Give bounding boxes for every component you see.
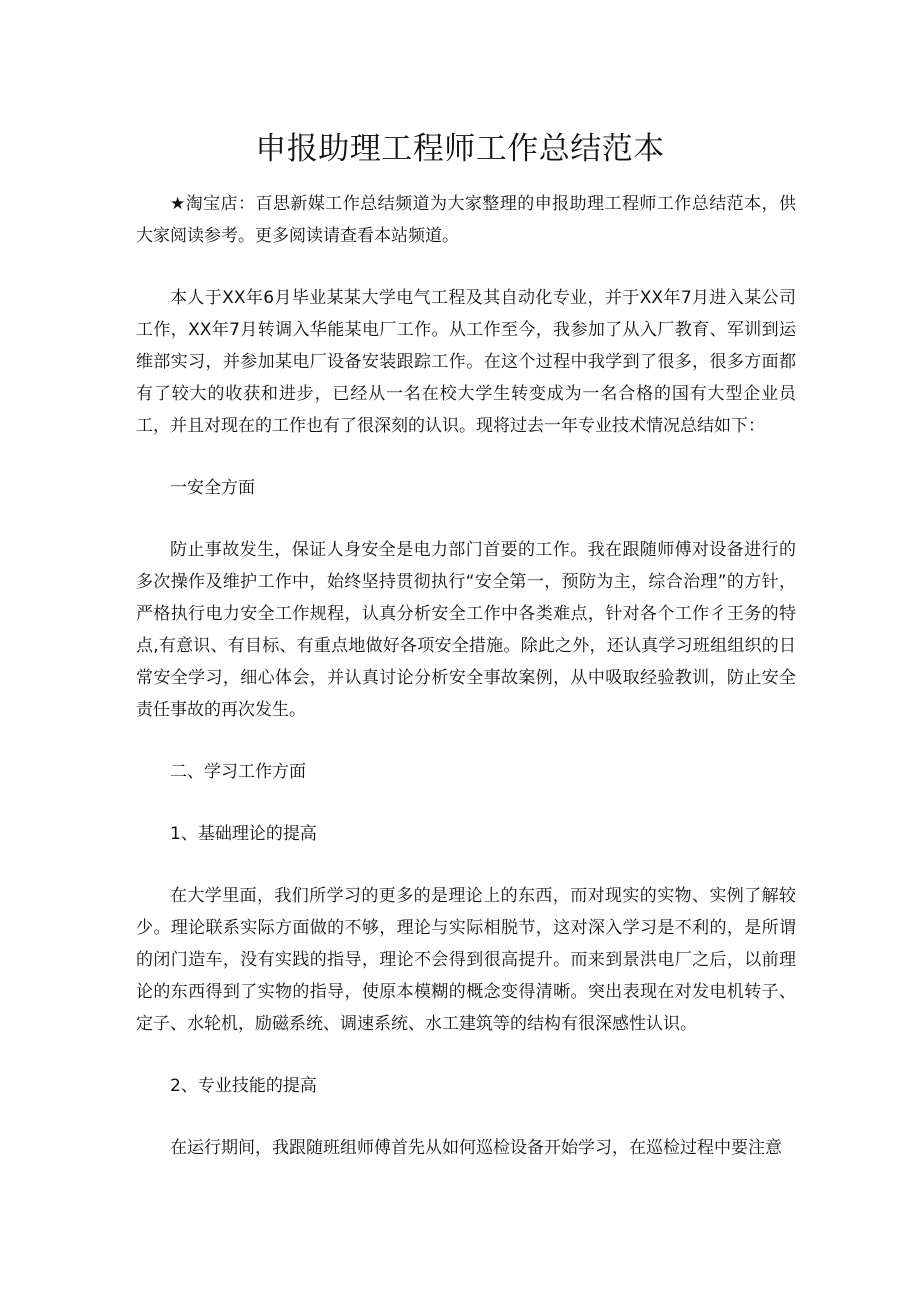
paragraph-gap xyxy=(136,504,796,534)
intro-paragraph: ★淘宝店：百思新媒工作总结频道为大家整理的申报助理工程师工作总结范本，供大家阅读参考。更多阅读请查看本站频道。 xyxy=(136,194,796,246)
paragraph-gap xyxy=(136,850,796,880)
background-paragraph: 本人于XX年6月毕业某某大学电气工程及其自动化专业，并于XX年7月进入某公司工作，XX年7月转调入华能某电厂工作。从工作至今，我参加了从入厂教育、军训到运维部实习，并参加某电厂设备安装跟踪工作。在这个过程中我学到了很多，很多方面都有了较大的收获和进步，已经从一名在校大学生转变成为一名合格的国有大型企业员工，并且对现在的工作也有了很深刻的认识。现将过去一年专业技术情况总结如下： xyxy=(136,288,796,436)
paragraph-gap xyxy=(136,252,796,282)
paragraph-gap xyxy=(136,1040,796,1070)
section-heading-study: 二、学习工作方面 xyxy=(170,762,306,782)
paragraph-gap xyxy=(136,726,796,756)
subsection-heading-theory: 1、基础理论的提高 xyxy=(170,824,317,844)
paragraph-gap xyxy=(136,788,796,818)
document-title: 申报助理工程师工作总结范本 xyxy=(255,131,665,167)
section-heading-safety: 一安全方面 xyxy=(170,478,255,498)
theory-paragraph: 在大学里面，我们所学习的更多的是理论上的东西，而对现实的实物、实例了解较少。理论联系实际方面做的不够，理论与实际相脱节，这对深入学习是不利的，是所谓的闭门造车，没有实践的指导，理论不会得到很高提升。而来到景洪电厂之后，以前理论的东西得到了实物的指导，使原本模糊的概念变得清晰。突出表现在对发电机转子、定子、水轮机，励磁系统、调速系统、水工建筑等的结构有很深感性认识。 xyxy=(136,886,796,1034)
paragraph-gap xyxy=(136,1102,796,1132)
subsection-heading-skills: 2、专业技能的提高 xyxy=(170,1076,317,1096)
paragraph-gap xyxy=(136,442,796,472)
skills-paragraph: 在运行期间，我跟随班组师傅首先从如何巡检设备开始学习，在巡检过程中要注意 xyxy=(170,1138,782,1158)
safety-paragraph: 防止事故发生，保证人身安全是电力部门首要的工作。我在跟随师傅对设备进行的多次操作及维护工作中，始终坚持贯彻执行“安全第一，预防为主，综合治理”的方针，严格执行电力安全工作规程，认真分析安全工作中各类难点，针对各个工作彳王务的特点,有意识、有目标、有重点地做好各项安全措施。除此之外，还认真学习班组组织的日常安全学习，细心体会，并认真讨论分析安全事故案例，从中吸取经验教训，防止安全责任事故的再次发生。 xyxy=(136,540,796,720)
document-body xyxy=(136,188,796,1164)
